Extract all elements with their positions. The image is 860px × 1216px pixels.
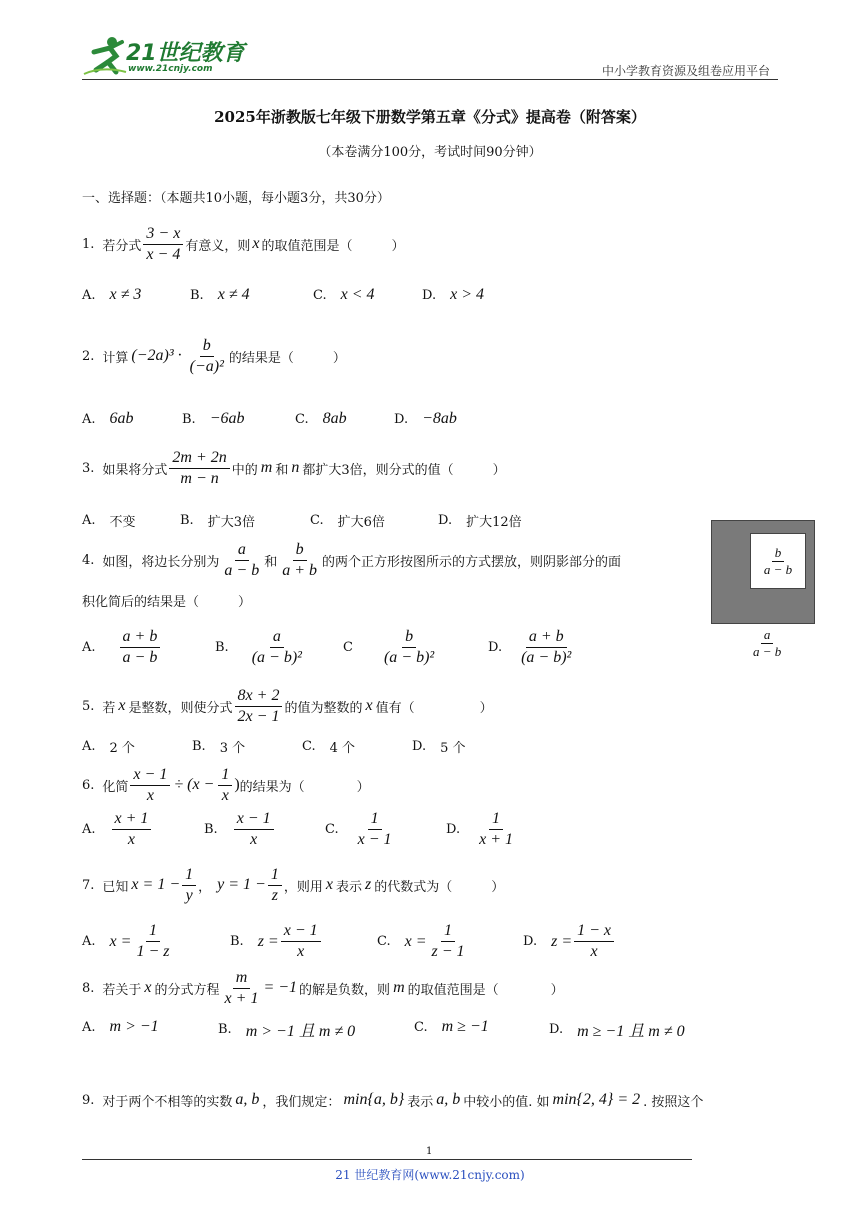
q2-option-d[interactable]: D. −8ab <box>394 410 457 427</box>
q1-option-b[interactable]: B. x ≠ 4 <box>190 286 250 303</box>
q6-option-c[interactable]: C. 1 x − 1 <box>325 810 392 848</box>
question-1: 1. 若分式 3 − x x − 4 有意义，则 x 的取值范围是（ ） <box>82 224 405 263</box>
fraction: $\frac{x - 1}{x}$ <box>130 766 170 805</box>
q4-option-d[interactable]: D. a + b (a − b)² <box>488 628 572 666</box>
q5-option-a[interactable]: A. 2 个 <box>82 739 135 756</box>
question-5: 5. 若 x 是整数，则使分式 8x + 2 2x − 1 的值为整数的 x 值有（ ） <box>82 686 493 725</box>
page-subtitle: （本卷满分100分，考试时间90分钟） <box>318 145 542 160</box>
logo-url: www.21cnjy.com <box>128 64 213 74</box>
question-4-line2: 积化简后的结果是（ ） <box>82 595 252 610</box>
q4-figure-outer-square <box>711 520 815 624</box>
page-number: 1 <box>426 1146 433 1157</box>
header-right-text: 中小学教育资源及组卷应用平台 <box>601 64 770 78</box>
q4-figure-outer-label: $\frac{a}{a - b}$ <box>753 627 782 659</box>
question-8: 8. 若关于 x 的分式方程 $\frac{m}{x + 1}$ = −1 的解是负数，则 m 的取值范围是（ ） <box>82 968 564 1007</box>
header-rule <box>82 79 778 80</box>
q6-option-d[interactable]: D. 1 x + 1 <box>446 810 513 848</box>
q7-option-d[interactable]: D. z = $\frac{1 - x}{x}$ <box>523 922 616 961</box>
footer-rule <box>82 1159 692 1160</box>
q2-option-a[interactable]: A. 6ab <box>82 410 134 427</box>
section-heading: 一、选择题：（本题共10小题，每小题3分，共30分） <box>82 191 390 206</box>
q4-option-c[interactable]: C b (a − b)² <box>343 628 435 666</box>
q8-option-c[interactable]: C. m ≥ −1 <box>414 1018 489 1035</box>
q2-option-b[interactable]: B. −6ab <box>182 410 245 427</box>
q8-option-d[interactable]: D. m ≥ −1 且 m ≠ 0 <box>549 1022 685 1040</box>
q5-option-d[interactable]: D. 5 个 <box>412 739 466 756</box>
q3-option-b[interactable]: B. 扩大3倍 <box>180 513 255 530</box>
fraction: $\frac{1}{z}$ <box>268 866 282 905</box>
q6-option-b[interactable]: B. x − 1 x <box>204 810 276 849</box>
q2-option-c[interactable]: C. 8ab <box>295 410 347 427</box>
page-title: 2025年浙教版七年级下册数学第五章《分式》提高卷（附答案） <box>214 108 646 126</box>
q8-option-b[interactable]: B. m > −1 且 m ≠ 0 <box>218 1022 356 1040</box>
q1-option-d[interactable]: D. x > 4 <box>422 286 484 303</box>
logo-text: 21世纪教育 <box>126 41 245 66</box>
q5-option-c[interactable]: C. 4 个 <box>302 739 356 756</box>
q5-option-b[interactable]: B. 3 个 <box>192 739 246 756</box>
fraction: $\frac{m}{x + 1}$ <box>224 968 259 1007</box>
fraction: b a + b <box>282 540 318 579</box>
fraction: b (−a)² <box>189 336 224 375</box>
q8-option-a[interactable]: A. m > −1 <box>82 1018 159 1035</box>
fraction: 8x + 2 2x − 1 <box>235 687 283 726</box>
q7-option-a[interactable]: A. x = $\frac{1}{1 - z}$ <box>82 922 170 960</box>
question-7: 7. 已知 x = 1 − $\frac{1}{y}$ ， y = 1 − $\frac{1}{z}$ ，则用 x 表示 z 的代数式为（ ） <box>82 865 505 904</box>
q7-option-b[interactable]: B. z = $\frac{x - 1}{x}$ <box>230 922 323 961</box>
fraction: 2m + 2n m − n <box>169 449 229 488</box>
question-6: 6. 化简 $\frac{x - 1}{x}$ ÷ (x − $\frac{1}{x}$ ) 的结果为（ ） <box>82 765 370 804</box>
fraction: $\frac{1}{y}$ <box>182 866 196 905</box>
q4-option-a[interactable]: A. a + b a − b <box>82 628 162 667</box>
q1-option-a[interactable]: A. x ≠ 3 <box>82 286 142 303</box>
q4-option-b[interactable]: B. a (a − b)² <box>215 628 302 666</box>
fraction: 3 − x x − 4 <box>143 225 183 264</box>
question-2: 2. 计算 (−2a)³ · b (−a)² 的结果是（ ） <box>82 336 346 375</box>
logo <box>82 34 252 78</box>
q4-figure-inner-square: b a − b <box>750 533 806 589</box>
fraction: $\frac{1}{x}$ <box>218 766 232 805</box>
question-3: 3. 如果将分式 2m + 2n m − n 中的 m 和 n 都扩大3倍，则分式的值（ ） <box>82 448 506 487</box>
q6-option-a[interactable]: A. x + 1 x <box>82 810 153 849</box>
q3-option-a[interactable]: A. 不变 <box>82 513 136 530</box>
fraction: a a − b <box>224 540 260 579</box>
footer-site[interactable]: 21 世纪教育网(www.21cnjy.com) <box>335 1168 525 1182</box>
question-9: 9. 对于两个不相等的实数 a, b ，我们规定： min{a, b} 表示 a, b 中较小的值. 如 min{2, 4} = 2 . 按照这个 <box>82 1091 704 1110</box>
q7-option-c[interactable]: C. x = $\frac{1}{z - 1}$ <box>377 922 465 960</box>
runner-icon <box>82 36 128 76</box>
q3-option-d[interactable]: D. 扩大12倍 <box>438 513 522 530</box>
q1-option-c[interactable]: C. x < 4 <box>313 286 375 303</box>
question-4: 4. 如图，将边长分别为 a a − b 和 b a + b 的两个正方形按图所示的方式摆放，则阴影部分的面 <box>82 540 622 579</box>
q3-option-c[interactable]: C. 扩大6倍 <box>310 513 385 530</box>
